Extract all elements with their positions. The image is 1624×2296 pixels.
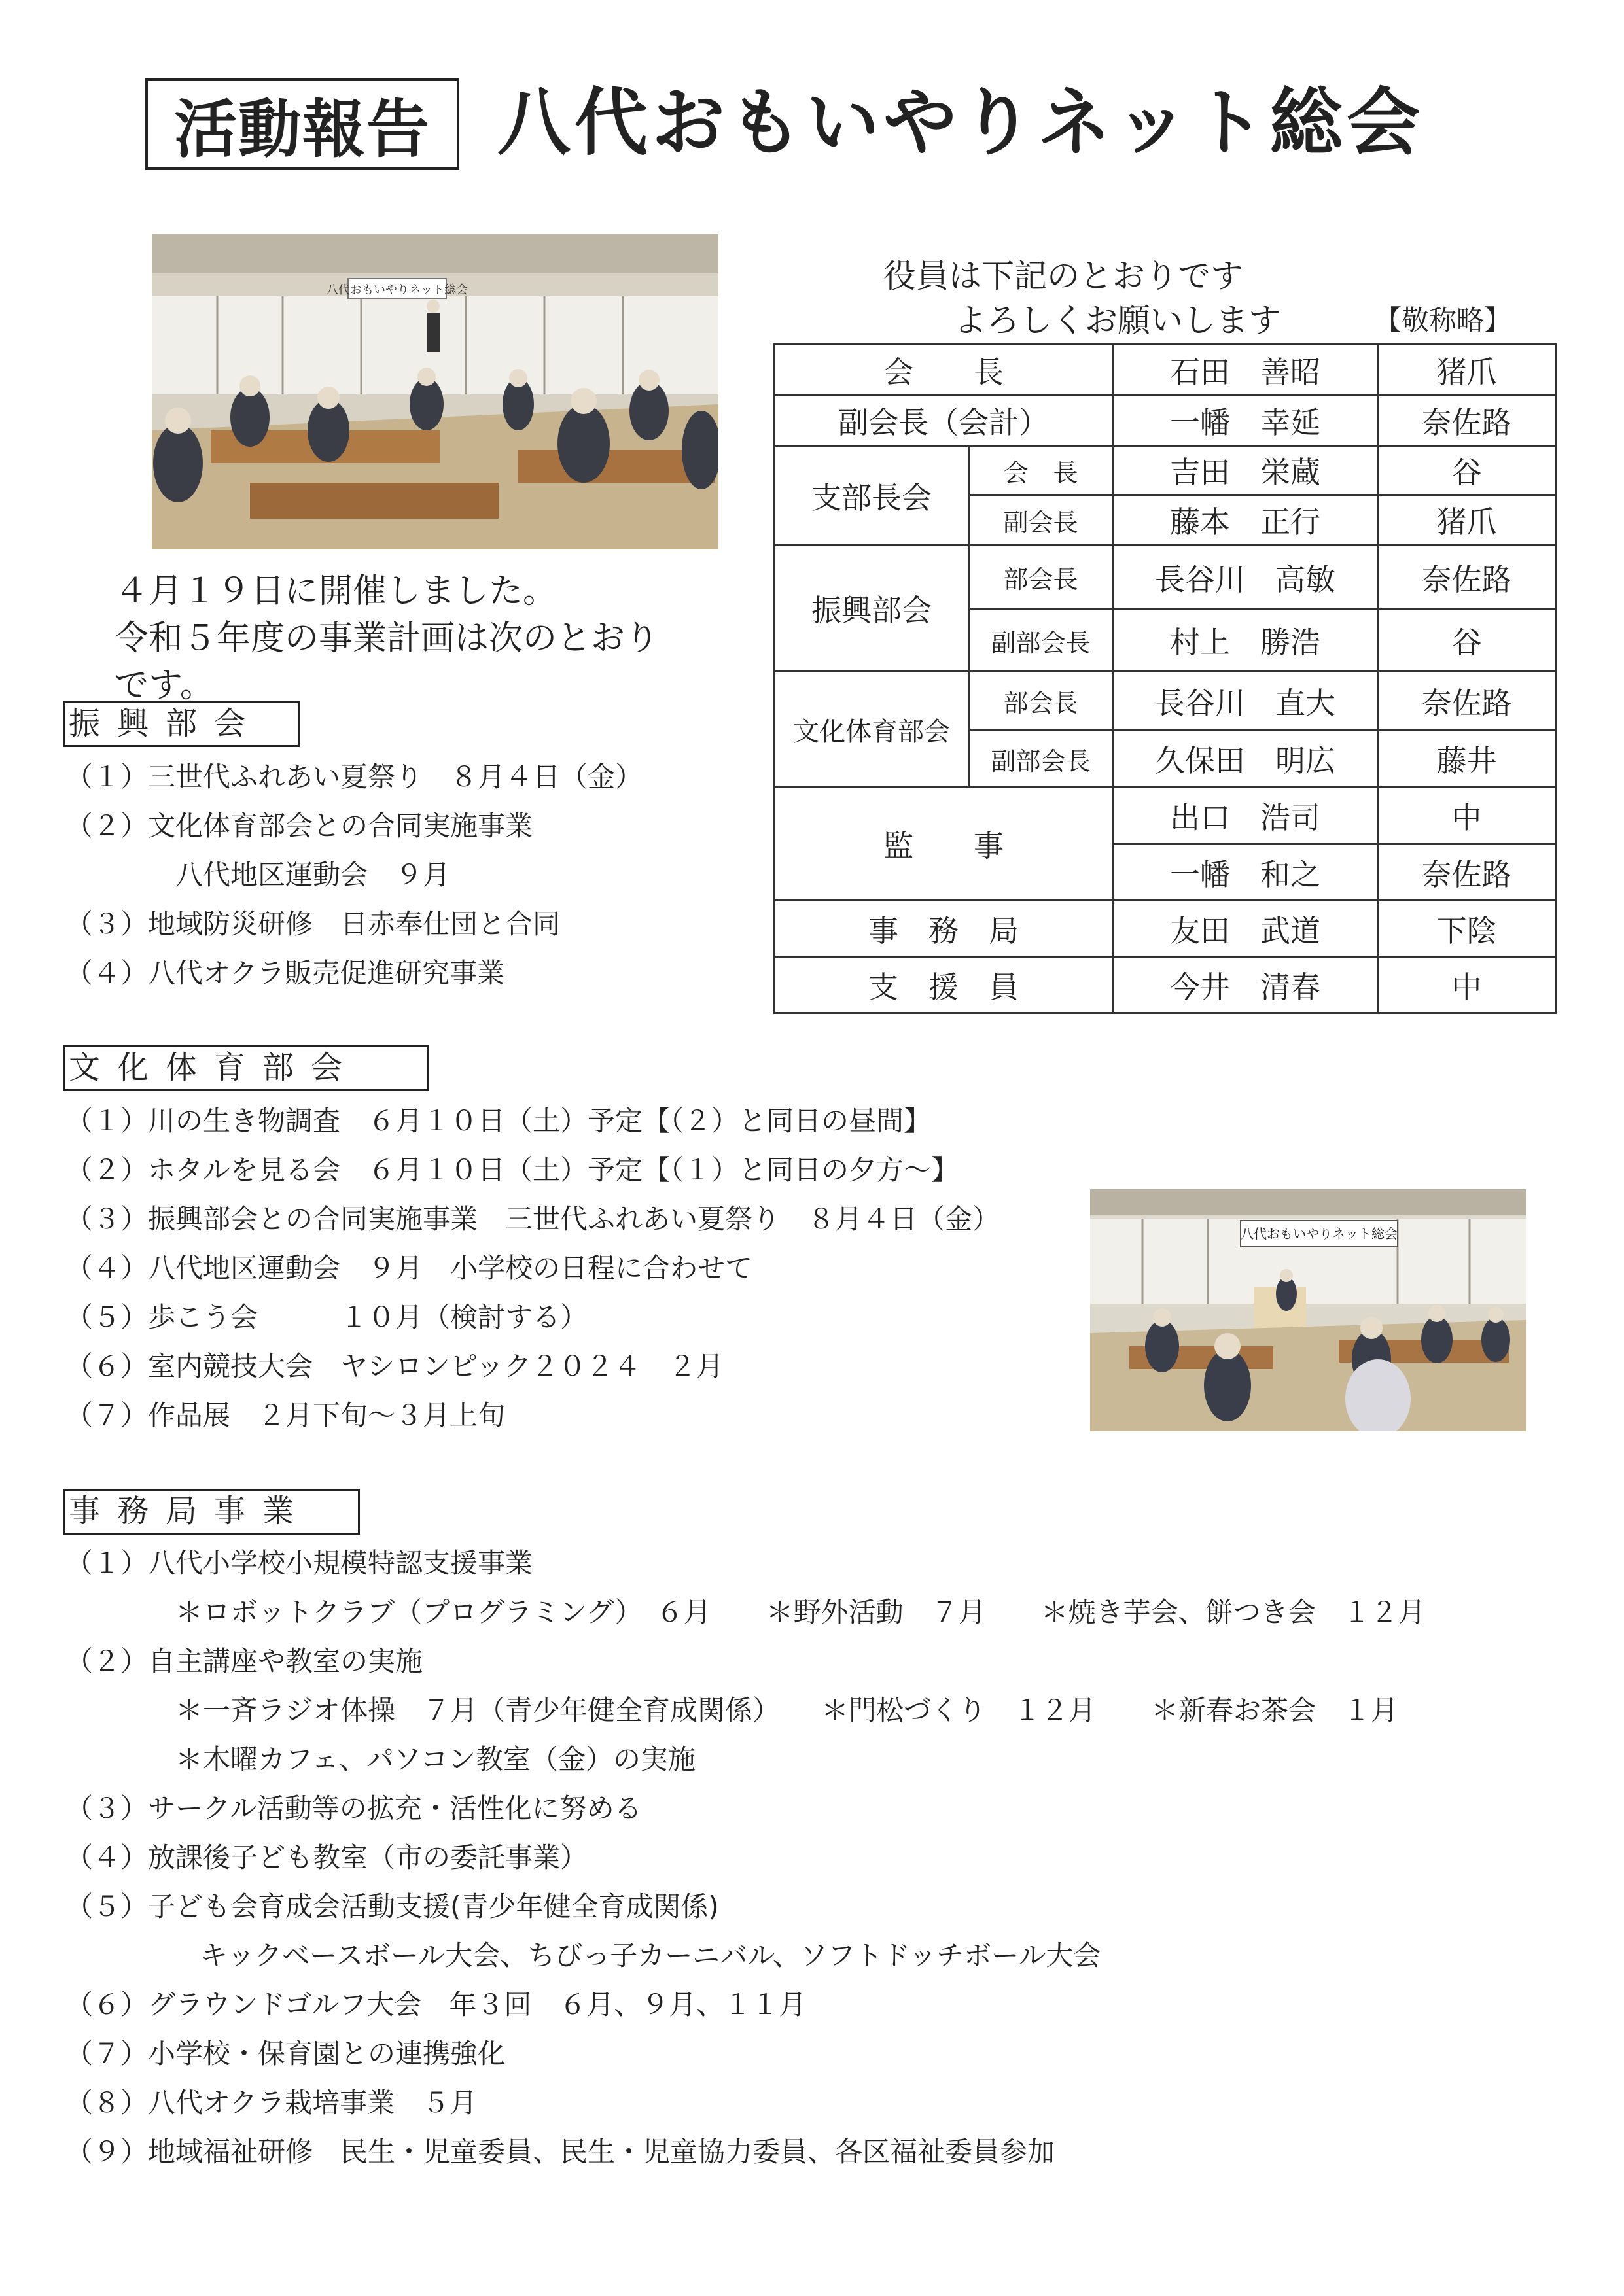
name-cell: 長谷川 高敏 bbox=[1113, 546, 1378, 610]
list-item: （８）八代オクラ栽培事業 ５月 bbox=[65, 2087, 478, 2119]
list-item: （１）川の生き物調査 ６月１０日（土）予定【（２）と同日の昼間】 bbox=[65, 1105, 932, 1137]
role-cell: 副部会長 bbox=[969, 731, 1113, 788]
role-cell: 副会長（会計） bbox=[775, 396, 1113, 446]
list-item: （３）地域防災研修 日赤奉仕団と合同 bbox=[65, 908, 561, 940]
list-item: （１）八代小学校小規模特認支援事業 bbox=[65, 1547, 533, 1579]
list-item: （６）室内競技大会 ヤシロンピック２０２４ ２月 bbox=[65, 1350, 724, 1382]
list-item: （２）ホタルを見る会 ６月１０日（土）予定【（１）と同日の夕方～】 bbox=[65, 1154, 959, 1186]
list-item: （７）作品展 ２月下旬～３月上旬 bbox=[65, 1399, 506, 1431]
list-item: （４）八代オクラ販売促進研究事業 bbox=[65, 957, 505, 989]
honorific-note: 【敬称略】 bbox=[1374, 304, 1512, 336]
list-item: （４）放課後子ども教室（市の委託事業） bbox=[65, 1841, 588, 1873]
list-item: （９）地域福祉研修 民生・児童委員、民生・児童協力委員、各区福祉委員参加 bbox=[65, 2136, 1055, 2168]
name-cell: 出口 浩司 bbox=[1113, 788, 1378, 844]
banner-text: 八代おもいやりネット総会 bbox=[327, 283, 468, 297]
officers-note-line1: 役員は下記のとおりです bbox=[883, 257, 1243, 295]
list-item: （２）自主講座や教室の実施 bbox=[65, 1645, 423, 1677]
list-item: （６）グラウンドゴルフ大会 年３回 ６月、９月、１１月 bbox=[65, 1989, 807, 2021]
area-cell: 猪爪 bbox=[1378, 345, 1556, 396]
list-item: （３）サークル活動等の拡充・活性化に努める bbox=[65, 1792, 642, 1824]
meeting-photo-2 bbox=[1090, 1189, 1526, 1431]
area-cell: 奈佐路 bbox=[1378, 672, 1556, 731]
list-item: （３）振興部会との合同実施事業 三世代ふれあい夏祭り ８月４日（金） bbox=[65, 1203, 1000, 1235]
list-item: ＊一斉ラジオ体操 ７月（青少年健全育成関係） ＊門松づくり １２月 ＊新春お茶会 １月 bbox=[175, 1694, 1399, 1726]
role-cell: 副会長 bbox=[969, 495, 1113, 546]
list-item: ＊ロボットクラブ（プログラミング） ６月 ＊野外活動 ７月 ＊焼き芋会、餅つき会 １２月 bbox=[175, 1596, 1426, 1628]
table-row bbox=[775, 957, 1556, 1013]
intro-text: ４月１９日に開催しました。 令和５年度の事業計画は次のとおり です。 bbox=[115, 572, 660, 705]
table-row bbox=[775, 345, 1556, 396]
area-cell: 藤井 bbox=[1378, 731, 1556, 788]
area-cell: 中 bbox=[1378, 788, 1556, 844]
area-cell: 奈佐路 bbox=[1378, 396, 1556, 446]
name-cell: 長谷川 直大 bbox=[1113, 672, 1378, 731]
area-cell: 谷 bbox=[1378, 446, 1556, 495]
area-cell: 谷 bbox=[1378, 610, 1556, 672]
list-item: キックベースボール大会、ちびっ子カーニバル、ソフトドッチボール大会 bbox=[200, 1939, 1101, 1972]
meeting-photo-1 bbox=[152, 234, 718, 549]
officers-table bbox=[773, 343, 1557, 1014]
name-cell: 村上 勝浩 bbox=[1113, 610, 1378, 672]
table-row bbox=[775, 788, 1556, 844]
list-item: （４）八代地区運動会 ９月 小学校の日程に合わせて bbox=[65, 1252, 753, 1284]
table-row bbox=[775, 446, 1556, 495]
area-cell: 奈佐路 bbox=[1378, 546, 1556, 610]
name-cell: 藤本 正行 bbox=[1113, 495, 1378, 546]
name-cell: 友田 武道 bbox=[1113, 901, 1378, 957]
group-cell: 振興部会 bbox=[775, 546, 969, 672]
role-cell: 会 長 bbox=[775, 345, 1113, 396]
name-cell: 久保田 明広 bbox=[1113, 731, 1378, 788]
role-cell: 会 長 bbox=[969, 446, 1113, 495]
group-cell: 文化体育部会 bbox=[775, 672, 969, 788]
name-cell: 今井 清春 bbox=[1113, 957, 1378, 1013]
list-item: （１）三世代ふれあい夏祭り ８月４日（金） bbox=[65, 761, 643, 793]
officers-note-line2: よろしくお願いします bbox=[954, 302, 1281, 339]
name-cell: 一幡 和之 bbox=[1113, 844, 1378, 901]
group-cell: 支部長会 bbox=[775, 446, 969, 546]
list-item: （２）文化体育部会との合同実施事業 bbox=[65, 810, 533, 842]
list-item: ＊木曜カフェ、パソコン教室（金）の実施 bbox=[175, 1743, 696, 1775]
table-row bbox=[775, 672, 1556, 731]
section-heading-shinkou: 振興部会 bbox=[63, 701, 300, 747]
group-cell: 監 事 bbox=[775, 788, 1113, 901]
table-row bbox=[775, 546, 1556, 610]
list-item: （７）小学校・保育園との連携強化 bbox=[65, 2038, 506, 2070]
list-item: （５）歩こう会 １０月（検討する） bbox=[65, 1301, 588, 1333]
role-cell: 事 務 局 bbox=[775, 901, 1113, 957]
section-heading-bunka: 文化体育部会 bbox=[63, 1045, 429, 1091]
list-item: （５）子ども会育成会活動支援(青少年健全育成関係) bbox=[65, 1890, 719, 1922]
name-cell: 石田 善昭 bbox=[1113, 345, 1378, 396]
role-cell: 支 援 員 bbox=[775, 957, 1113, 1013]
role-cell: 副部会長 bbox=[969, 610, 1113, 672]
section-heading-jimu: 事務局事業 bbox=[63, 1489, 360, 1535]
name-cell: 吉田 栄蔵 bbox=[1113, 446, 1378, 495]
table-row bbox=[775, 901, 1556, 957]
area-cell: 奈佐路 bbox=[1378, 844, 1556, 901]
area-cell: 中 bbox=[1378, 957, 1556, 1013]
banner-text: 八代おもいやりネット総会 bbox=[1241, 1226, 1398, 1242]
name-cell: 一幡 幸延 bbox=[1113, 396, 1378, 446]
area-cell: 猪爪 bbox=[1378, 495, 1556, 546]
table-row bbox=[775, 396, 1556, 446]
area-cell: 下陰 bbox=[1378, 901, 1556, 957]
role-cell: 部会長 bbox=[969, 672, 1113, 731]
section-badge: 活動報告 bbox=[145, 78, 459, 170]
role-cell: 部会長 bbox=[969, 546, 1113, 610]
page-title: 八代おもいやりネット総会 bbox=[497, 80, 1424, 165]
list-item: 八代地区運動会 ９月 bbox=[175, 859, 451, 891]
